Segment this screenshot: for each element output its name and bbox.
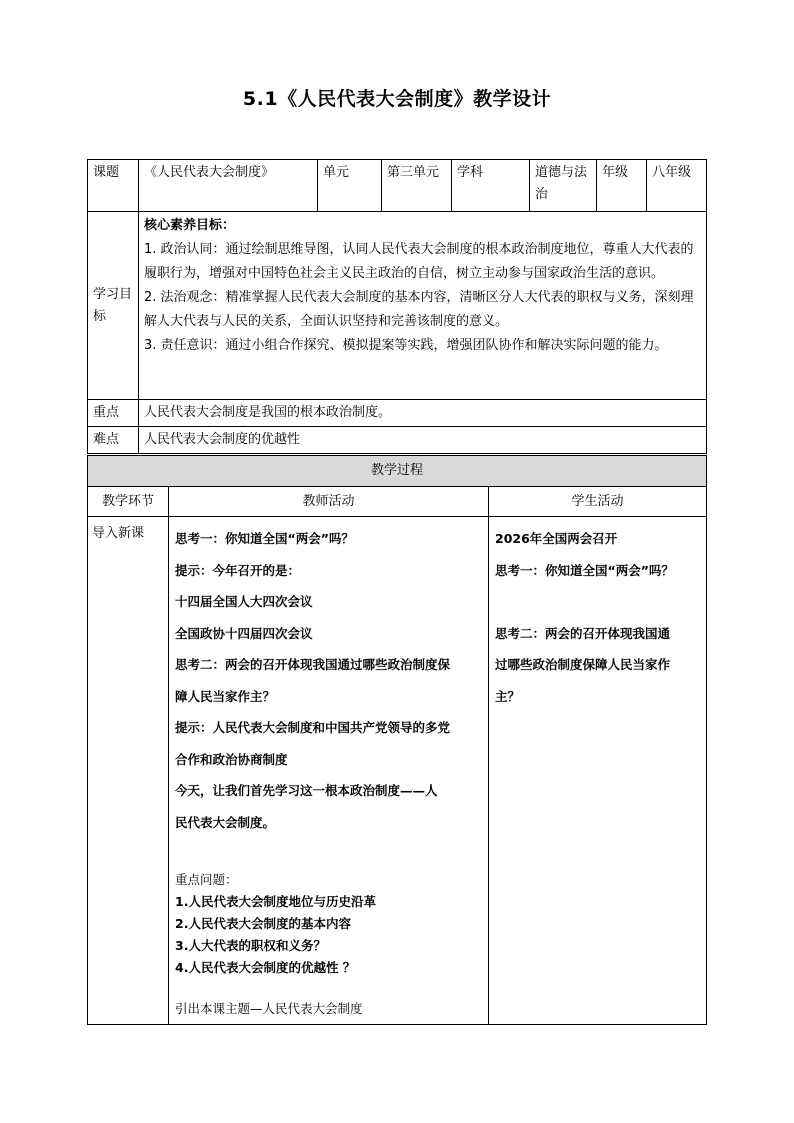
document-title: 5.1《人民代表大会制度》教学设计 — [242, 88, 552, 110]
student-line: 思考二：两会的召开体现我国通 — [495, 625, 671, 641]
teacher-line: 十四届全国人大四次会议 — [175, 594, 313, 609]
stage-cell: 导入新课 — [88, 517, 169, 1025]
process-header: 教学过程 — [88, 456, 707, 487]
key-point-value: 人民代表大会制度是我国的根本政治制度。 — [139, 400, 707, 427]
teacher-line: 思考二：两会的召开体现我国通过哪些政治制度保 — [175, 657, 451, 672]
info-table — [87, 159, 707, 454]
objectives-label: 学习目标 — [88, 212, 139, 400]
key-question: 3.人大代表的职权和义务？ — [175, 938, 326, 953]
subject-label: 学科 — [452, 160, 530, 212]
grade-label: 年级 — [597, 160, 647, 212]
teacher-line: 全国政协十四届四次会议 — [175, 625, 313, 641]
student-line: 主？ — [495, 688, 521, 704]
teacher-line: 提示：今年召开的是： — [175, 562, 301, 578]
subject-value: 道德与法治 — [530, 160, 597, 212]
teacher-activity — [169, 517, 489, 1025]
key-questions-label: 重点问题： — [175, 872, 238, 887]
lesson-label: 课题 — [88, 160, 139, 212]
teacher-line: 障人民当家作主？ — [175, 688, 276, 704]
process-table — [87, 455, 707, 1025]
key-question: 1.人民代表大会制度地位与历史沿革 — [175, 894, 376, 909]
intro-topic: 引出本课主题—人民代表大会制度 — [175, 1001, 363, 1016]
objectives-content — [139, 212, 707, 400]
student-activity — [489, 517, 707, 1025]
objective-item: 2. 法治观念：精准掌握人民代表大会制度的基本内容，清晰区分人大代表的职权与义务，深刻理解人大代表与人民的关系，全面认识坚持和完善该制度的意义。 — [144, 290, 694, 329]
grade-value: 八年级 — [647, 160, 707, 212]
teacher-line: 今天，让我们首先学习这一根本政治制度——人 — [175, 783, 438, 798]
student-line: 思考一：你知道全国“两会”吗？ — [495, 562, 674, 578]
col-stage-header: 教学环节 — [88, 487, 169, 517]
teacher-line: 民代表大会制度。 — [175, 814, 276, 830]
unit-value: 第三单元 — [382, 160, 452, 212]
difficulty-value: 人民代表大会制度的优越性 — [139, 427, 707, 454]
objective-item: 1. 政治认同：通过绘制思维导图，认同人民代表大会制度的根本政治制度地位，尊重人大代表的履职行为，增强对中国特色社会主义民主政治的自信，树立主动参与国家政治生活的意识。 — [144, 242, 694, 281]
objective-item: 3. 责任意识：通过小组合作探究、模拟提案等实践，增强团队协作和解决实际问题的能力。 — [144, 338, 668, 353]
objectives-heading: 核心素养目标： — [144, 218, 236, 233]
lesson-value: 《人民代表大会制度》 — [139, 160, 318, 212]
key-question: 4.人民代表大会制度的优越性 ？ — [175, 960, 356, 975]
unit-label: 单元 — [318, 160, 382, 212]
teacher-line: 合作和政治协商制度 — [175, 751, 288, 767]
col-student-header: 学生活动 — [489, 487, 707, 517]
col-teacher-header: 教师活动 — [169, 487, 489, 517]
difficulty-label: 难点 — [88, 427, 139, 454]
student-line: 2026年全国两会召开 — [495, 531, 618, 546]
student-line: 过哪些政治制度保障人民当家作 — [495, 657, 671, 672]
key-question: 2.人民代表大会制度的基本内容 — [175, 916, 351, 931]
key-point-label: 重点 — [88, 400, 139, 427]
teacher-line: 思考一：你知道全国“两会”吗？ — [175, 531, 354, 546]
teacher-line: 提示：人民代表大会制度和中国共产党领导的多党 — [175, 720, 451, 735]
